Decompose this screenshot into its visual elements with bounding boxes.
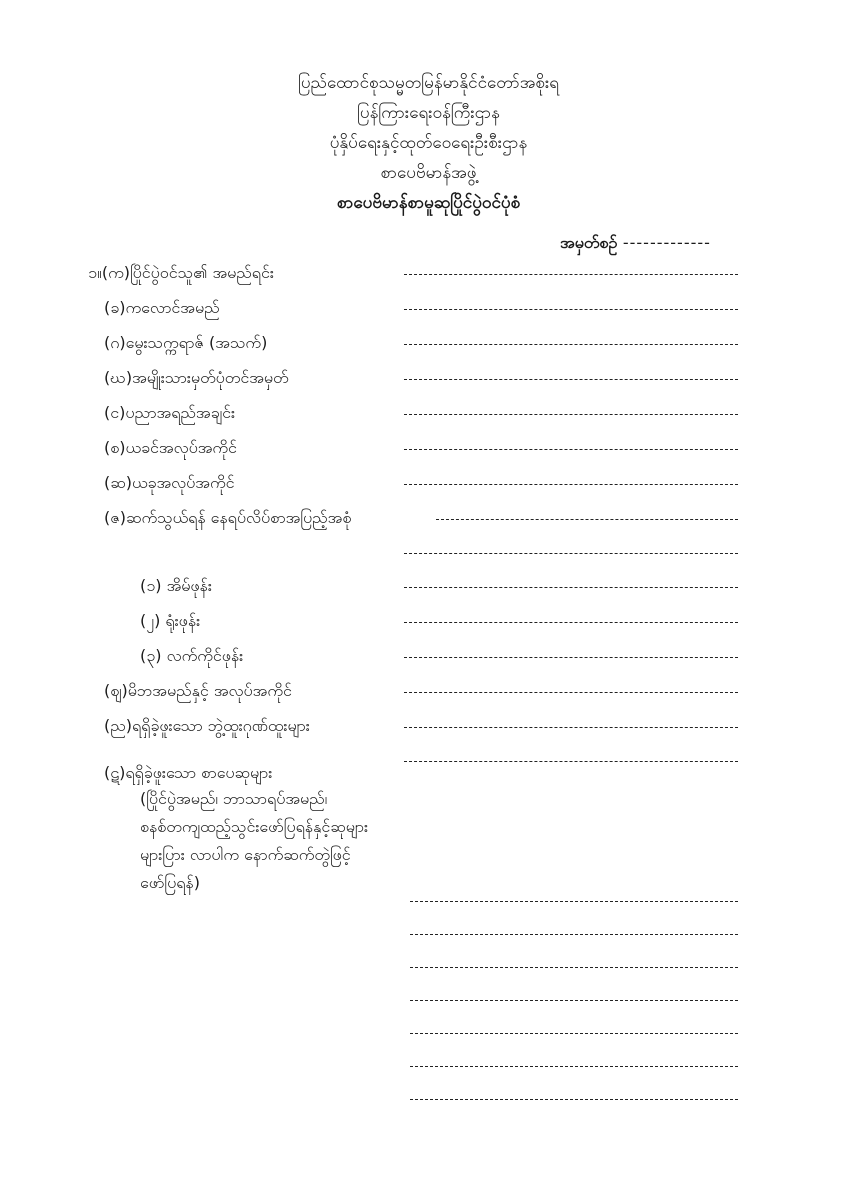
field-current-occupation: (ဆ)ယခုအလုပ်အကိုင် bbox=[104, 473, 235, 492]
form-title: စာပေဗိမာန်စာမူဆုပြိုင်ပွဲဝင်ပုံစံ bbox=[336, 193, 521, 213]
entry-line-awards-2[interactable] bbox=[410, 934, 738, 935]
entry-line-awards-3[interactable] bbox=[410, 967, 738, 968]
entry-line-current-occupation[interactable] bbox=[404, 484, 738, 485]
awards-note-line: များပြား လာပါက နောက်ဆက်တွဲဖြင့် bbox=[140, 845, 351, 864]
field-entrant-name: ၁။(က)ပြိုင်ပွဲဝင်သူ၏ အမည်ရင်း bbox=[88, 263, 274, 282]
field-birth-date: (ဂ)မွေးသက္ကရာဇ် (အသက်) bbox=[104, 333, 268, 352]
entry-line-office-phone[interactable] bbox=[404, 622, 738, 623]
field-previous-occupation: (စ)ယခင်အလုပ်အကိုင် bbox=[104, 438, 237, 457]
entry-line-awards-1[interactable] bbox=[410, 901, 738, 902]
field-mobile-phone: (၃) လက်ကိုင်ဖုန်း bbox=[140, 646, 244, 665]
field-parents: (ဈ)မိဘအမည်နှင့် အလုပ်အကိုင် bbox=[104, 681, 292, 700]
entry-line-honors-2[interactable] bbox=[404, 761, 738, 762]
entry-line-pen-name[interactable] bbox=[404, 309, 738, 310]
entry-line-awards-5[interactable] bbox=[410, 1033, 738, 1034]
entry-line-honors-1[interactable] bbox=[404, 727, 738, 728]
serial-number bbox=[560, 232, 711, 256]
entry-line-awards-4[interactable] bbox=[410, 1000, 738, 1001]
entry-line-parents[interactable] bbox=[404, 692, 738, 693]
field-education: (င)ပညာအရည်အချင်း bbox=[104, 403, 236, 422]
entry-line-awards-7[interactable] bbox=[410, 1099, 738, 1100]
awards-note-line: (ပြိုင်ပွဲအမည်၊ ဘာသာရပ်အမည်၊ bbox=[140, 789, 328, 808]
awards-note-line: စနစ်တကျထည့်သွင်းဖော်ပြရန်နှင့်ဆုများ bbox=[140, 817, 368, 836]
field-contact-address: (ဇ)ဆက်သွယ်ရန် နေရပ်လိပ်စာအပြည့်အစုံ bbox=[104, 508, 352, 527]
serial-label: အမှတ်စဉ် bbox=[560, 233, 618, 252]
entry-line-home-phone[interactable] bbox=[404, 587, 738, 588]
entry-line-birth-date[interactable] bbox=[404, 344, 738, 345]
field-honors: (ည)ရရှိခဲ့ဖူးသော ဘွဲ့ထူးဂုဏ်ထူးများ bbox=[104, 716, 310, 735]
government-title: ပြည်ထောင်စုသမ္မတမြန်မာနိုင်ငံတော်အစိုးရ bbox=[297, 73, 560, 93]
field-pen-name: (ခ)ကလောင်အမည် bbox=[104, 298, 220, 317]
organization-title: စာပေဗိမာန်အဖွဲ့ bbox=[380, 163, 477, 183]
department-title: ပုံနှိပ်ရေးနှင့်ထုတ်ဝေရေးဦးစီးဌာန bbox=[329, 133, 528, 153]
awards-note bbox=[140, 785, 368, 897]
field-home-phone: (၁) အိမ်ဖုန်း bbox=[140, 576, 212, 595]
document-header bbox=[0, 68, 857, 218]
entry-line-awards-6[interactable] bbox=[410, 1066, 738, 1067]
awards-note-line: ဖော်ပြရန်) bbox=[140, 873, 200, 892]
ministry-title: ပြန်ကြားရေးဝန်ကြီးဌာန bbox=[357, 103, 500, 123]
serial-blank: ------------- bbox=[622, 233, 711, 252]
entry-line-entrant-name[interactable] bbox=[404, 274, 738, 275]
entry-line-address-1[interactable] bbox=[436, 519, 738, 520]
entry-line-mobile-phone[interactable] bbox=[404, 657, 738, 658]
entry-line-education[interactable] bbox=[404, 414, 738, 415]
entry-line-previous-occupation[interactable] bbox=[404, 449, 738, 450]
field-office-phone: (၂) ရုံးဖုန်း bbox=[140, 611, 201, 630]
field-nrc-number: (ဃ)အမျိုးသားမှတ်ပုံတင်အမှတ် bbox=[104, 368, 289, 387]
entry-line-address-2[interactable] bbox=[404, 553, 738, 554]
field-literary-awards: (ဋ)ရရှိခဲ့ဖူးသော စာပေဆုများ bbox=[104, 763, 273, 782]
entry-line-nrc-number[interactable] bbox=[404, 379, 738, 380]
